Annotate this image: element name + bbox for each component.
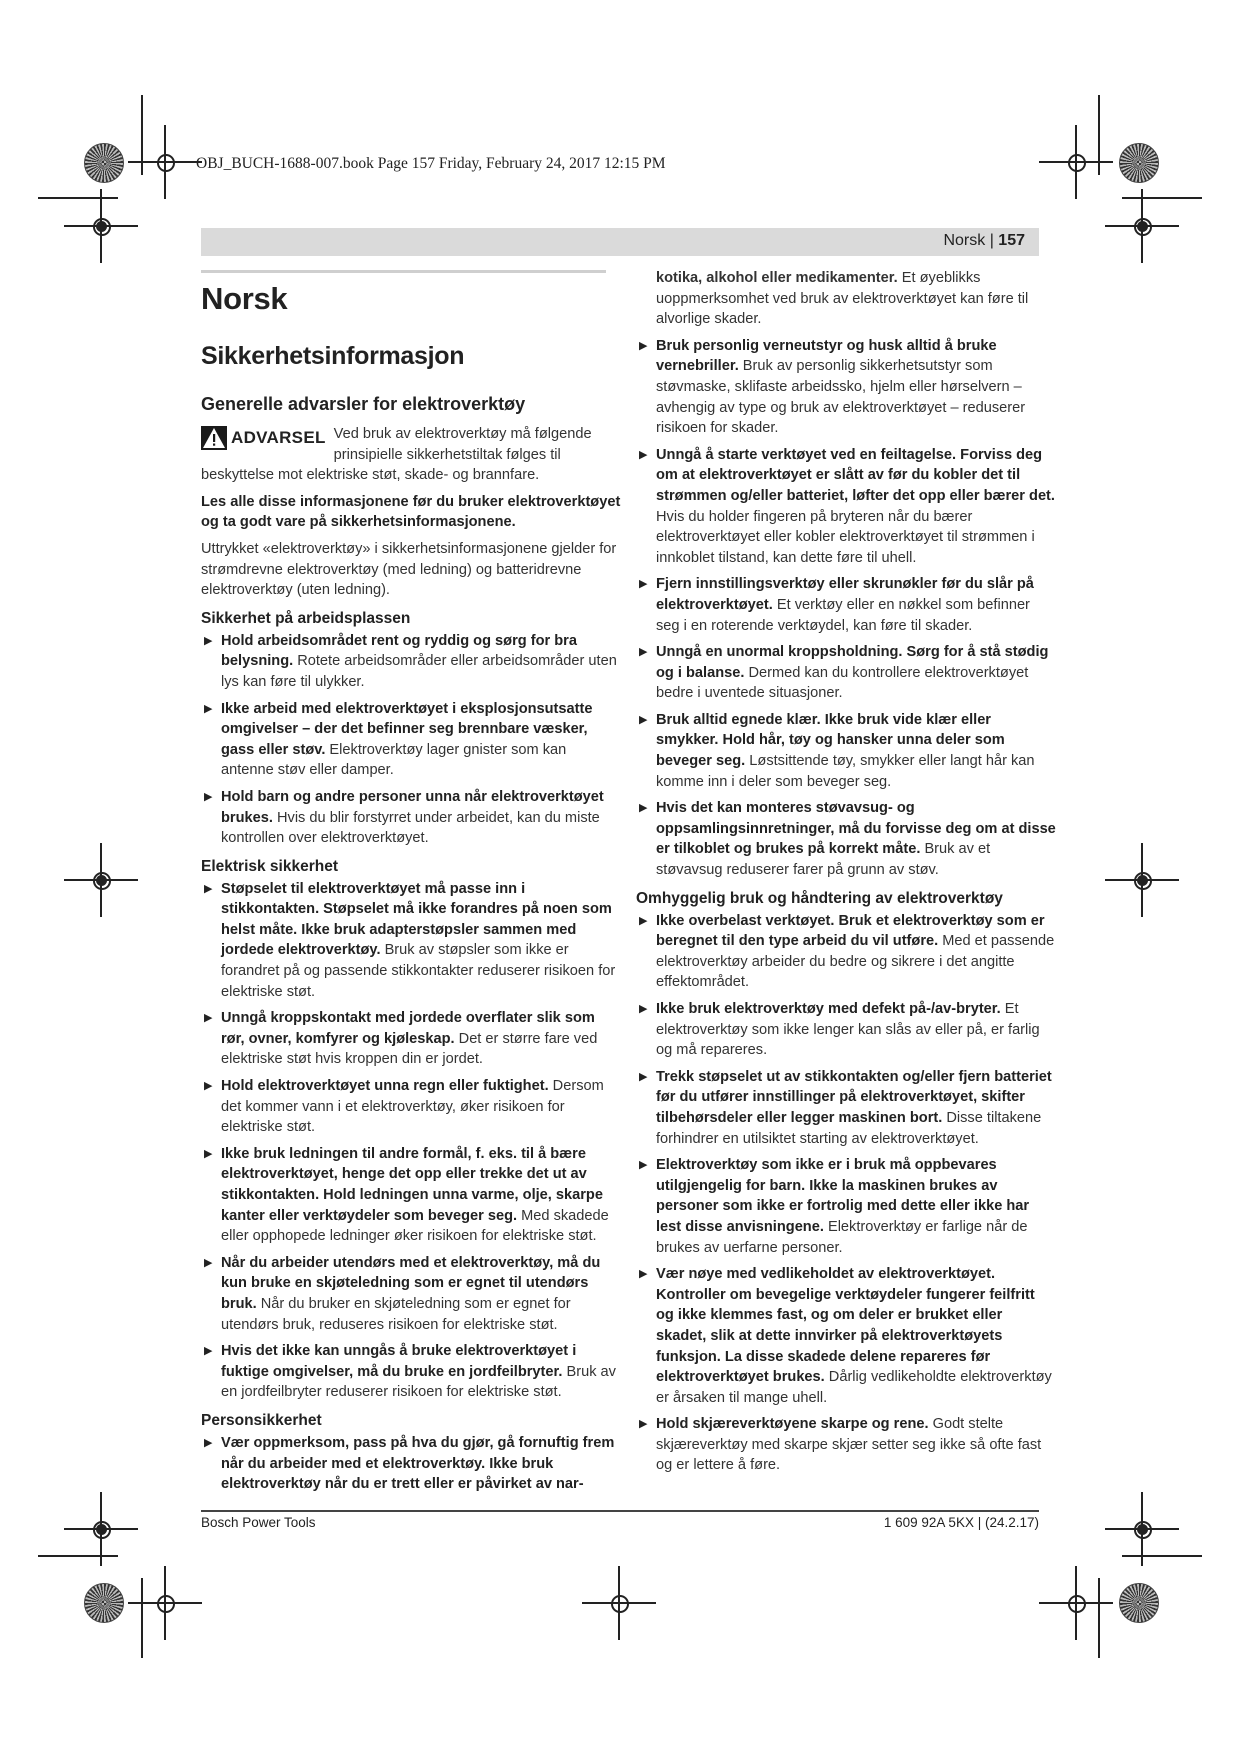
color-registration-rosette-icon xyxy=(84,1583,124,1623)
list-item-bold: Når du arbeider utendørs med et elektroverktøy, må du kun bruke en skjøteledning som er egnet til utendørs bruk. xyxy=(221,1254,601,1312)
warning-block xyxy=(201,424,621,486)
bullet-arrow-icon: ▶ xyxy=(639,802,648,815)
list-item-bold: Bruk alltid egnede klær. Ikke bruk vide klær eller smykker. Hold hår, tøy og hansker unna deler som beveger seg. xyxy=(656,711,1005,770)
list-item-bold: Hvis det kan monteres støvavsug- og oppsamlingsinnretninger, må du forvisse deg om at disse er tilkoblet og brukes på korrekt måte. xyxy=(656,800,1056,858)
bullet-arrow-icon: ▶ xyxy=(639,448,648,461)
bullet-arrow-icon: ▶ xyxy=(639,914,648,927)
left-column xyxy=(201,270,621,1501)
list-item-text: Bruk av personlig sikkerhetsutstyr som støvmaske, sklifaste arbeidssko, hjelm eller hørselvern – avhengig av type og bruk av elektroverktøyet – reduserer risikoen for skader. xyxy=(656,358,1026,437)
list-item-text: Med skadede eller opphopede ledninger øker risikoen for elektriske støt. xyxy=(221,1207,609,1245)
list-item-bold: Fjern innstillingsverktøy eller skrunøkler før du slår på elektroverktøyet. xyxy=(656,576,1034,613)
list-item-text: Elektroverktøy lager gnister som kan antenne støv eller damper. xyxy=(221,741,567,779)
definition-text: Uttrykket «elektroverktøy» i sikkerhetsinformasjonene gjelder for strømdrevne elektroverktøy (med ledning) og batteridrevne elektroverktøy (uten ledning). xyxy=(201,540,617,599)
section-title: Sikkerhetsinformasjon xyxy=(201,342,465,370)
list-item xyxy=(636,1155,1056,1258)
list-item-text: Det er større fare ved elektriske støt hvis kroppen din er jordet. xyxy=(221,1030,598,1068)
list-item-bold: Hold arbeidsområdet rent og ryddig og sørg for bra belysning. xyxy=(221,632,577,670)
list-item xyxy=(636,445,1056,569)
list-item xyxy=(201,1341,621,1403)
color-registration-rosette-icon xyxy=(1119,1583,1159,1623)
list-item-text: Bruk av et støvavsug reduserer farer på grunn av støv. xyxy=(656,841,991,879)
list-item-text: Når du bruker en skjøteledning som er egnet for utendørs bruk, reduseres risikoen for elektriske støt. xyxy=(221,1295,571,1333)
header-section: Norsk xyxy=(943,232,986,249)
list-item xyxy=(636,911,1056,993)
running-header-label xyxy=(943,232,1025,250)
trim-line xyxy=(38,197,118,199)
bullet-arrow-icon: ▶ xyxy=(204,882,213,895)
list-item-bold: Ikke bruk elektroverktøy med defekt på-/av-bryter. xyxy=(656,1001,1001,1017)
bullet-arrow-icon: ▶ xyxy=(204,702,213,715)
list-item-bold: Hvis det ikke kan unngås å bruke elektroverktøyet i fuktige omgivelser, må du bruke en jordfeilbryter. xyxy=(221,1343,577,1380)
personal-heading: Personsikkerhet xyxy=(201,1411,322,1429)
print-header: OBJ_BUCH-1688-007.book Page 157 Friday, February 24, 2017 12:15 PM xyxy=(196,155,666,172)
list-item xyxy=(636,1414,1056,1476)
list-item-text: Løstsittende tøy, smykker eller langt hår kan komme inn i deler som beveger seg. xyxy=(656,753,1035,790)
bullet-arrow-icon: ▶ xyxy=(639,578,648,591)
list-item-bold: Unngå kroppskontakt med jordede overflater slik som rør, ovner, komfyrer og kjøleskap. xyxy=(221,1010,595,1047)
personal-list xyxy=(636,336,1056,881)
list-item-bold: Hold elektroverktøyet unna regn eller fuktighet. xyxy=(221,1078,549,1095)
trim-line xyxy=(141,95,143,175)
list-item-text: Godt stelte skjæreverktøy med skarpe skjær setter seg ikke så ofte fast og er lettere å føre. xyxy=(656,1416,1042,1474)
list-item xyxy=(201,1008,621,1070)
warning-badge xyxy=(201,426,326,450)
list-item xyxy=(636,710,1056,792)
handling-heading: Omhyggelig bruk og håndtering av elektroverktøy xyxy=(636,889,1003,907)
handling-list xyxy=(636,911,1056,1476)
registration-mark-icon xyxy=(86,1514,116,1544)
list-item xyxy=(201,1433,621,1495)
workplace-heading: Sikkerhet på arbeidsplassen xyxy=(201,609,411,627)
bullet-arrow-icon: ▶ xyxy=(639,1268,648,1281)
list-item xyxy=(636,336,1056,439)
list-item-text: Bruk av støpsler som ikke er forandret på og passende stikkontakter reduserer risikoen for elektriske støt. xyxy=(221,942,616,1000)
header-separator: | xyxy=(985,232,999,249)
electrical-list xyxy=(201,879,621,1403)
list-item xyxy=(636,999,1056,1061)
list-item xyxy=(636,1067,1056,1149)
bullet-arrow-icon: ▶ xyxy=(204,634,213,647)
bullet-arrow-icon: ▶ xyxy=(639,339,648,352)
footer-brand: Bosch Power Tools xyxy=(201,1515,316,1530)
warning-triangle-icon xyxy=(201,426,227,450)
bullet-arrow-icon: ▶ xyxy=(204,1436,213,1449)
registration-mark-icon xyxy=(1127,211,1157,241)
list-item xyxy=(636,574,1056,636)
continued-text xyxy=(656,268,1056,330)
registration-mark-icon xyxy=(1061,1588,1091,1618)
list-item xyxy=(636,1264,1056,1408)
trim-line xyxy=(38,1555,118,1557)
color-registration-rosette-icon xyxy=(1119,143,1159,183)
list-item xyxy=(201,631,621,693)
list-item-text: Hvis du holder fingeren på bryteren når du bærer elektroverktøyet eller kobler elektroverktøyet til strømmen i innkoblet tilstand, kan dette føre til uhell. xyxy=(656,508,1035,566)
right-column xyxy=(636,268,1056,1482)
personal-list-start xyxy=(201,1433,621,1495)
read-all-notice: Les alle disse informasjonene før du bruker elektroverktøyet og ta godt vare på sikkerhetsinformasjonene. xyxy=(201,493,621,531)
bullet-arrow-icon: ▶ xyxy=(204,1345,213,1358)
registration-mark-icon xyxy=(604,1588,634,1618)
footer-doc-number: 1 609 92A 5KX | (24.2.17) xyxy=(883,1515,1039,1530)
continued-plain: Et øyeblikks uoppmerksomhet ved bruk av elektroverktøyet kan føre til alvorlige skader. xyxy=(656,270,1029,328)
list-item-text: Med et passende elektroverktøy arbeider du bedre og sikrere i det angitte effektområdet. xyxy=(656,933,1055,991)
bullet-arrow-icon: ▶ xyxy=(639,646,648,659)
electrical-heading: Elektrisk sikkerhet xyxy=(201,857,339,875)
list-item-bold: Trekk støpselet ut av stikkontakten og/eller fjern batteriet før du utfører innstillinger på elektroverktøyet, skifter tilbehørsdeler eller legger maskinen bort. xyxy=(656,1068,1052,1126)
registration-mark-icon xyxy=(150,1588,180,1618)
list-item xyxy=(201,699,621,781)
trim-line xyxy=(141,1578,143,1658)
list-item-text: Hvis du blir forstyrret under arbeidet, kan du miste kontrollen over elektroverktøyet. xyxy=(221,809,600,847)
section-top-rule xyxy=(201,270,606,273)
trim-line xyxy=(1098,1578,1100,1658)
continued-bold: kotika, alkohol eller medikamenter. xyxy=(656,270,898,286)
bullet-arrow-icon: ▶ xyxy=(639,713,648,726)
list-item xyxy=(201,1253,621,1335)
bullet-arrow-icon: ▶ xyxy=(204,1080,213,1093)
list-item-text: Dersom det kommer vann i et elektroverktøy, øker risikoen for elektriske støt. xyxy=(221,1078,604,1136)
trim-line xyxy=(1122,197,1202,199)
list-item-bold: Ikke bruk ledningen til andre formål, f. eks. til å bære elektroverktøyet, henge det opp eller trekke det ut av stikkontakten. Hold ledningen unna varme, olje, skarpe kanter eller verktøydeler som beveger seg. xyxy=(221,1145,603,1224)
workplace-list xyxy=(201,631,621,849)
list-item-text: Elektroverktøy er farlige når de brukes av uerfarne personer. xyxy=(656,1218,1028,1256)
bullet-arrow-icon: ▶ xyxy=(204,1256,213,1269)
bullet-arrow-icon: ▶ xyxy=(639,1003,648,1015)
trim-line xyxy=(1098,95,1100,175)
list-item-text: Dårlig vedlikeholdte elektroverktøy er årsaken til mange uhell. xyxy=(656,1369,1052,1406)
list-item-bold: Hold skjæreverktøyene skarpe og rene. xyxy=(656,1416,929,1433)
list-item-bold: Støpselet til elektroverktøyet må passe inn i stikkontakten. Støpselet må ikke forandres på noen som helst måte. Ikke bruk adapterstøpsler sammen med jordede elektroverktøy. xyxy=(221,880,612,959)
bullet-arrow-icon: ▶ xyxy=(204,790,213,803)
footer-rule xyxy=(201,1510,1039,1512)
list-item xyxy=(636,798,1056,880)
list-item-text: Bruk av en jordfeilbryter reduserer risikoen for elektriske støt. xyxy=(221,1363,616,1401)
color-registration-rosette-icon xyxy=(84,143,124,183)
list-item xyxy=(201,787,621,849)
list-item-text: Rotete arbeidsområder eller arbeidsområder uten lys kan føre til ulykker. xyxy=(221,653,617,690)
registration-mark-icon xyxy=(86,865,116,895)
list-item-bold: Ikke arbeid med elektroverktøyet i eksplosjonsutsatte omgivelser – der det befinner seg brennbare væsker, gass eller støv. xyxy=(221,700,593,758)
list-item-text: Disse tiltakene forhindrer en utilsiktet starting av elektroverktøyet. xyxy=(656,1109,1042,1147)
list-item-bold: Hold barn og andre personer unna når elektroverktøyet brukes. xyxy=(221,788,604,826)
list-item-bold: Unngå å starte verktøyet ved en feiltagelse. Forviss deg om at elektroverktøyet er slått av før du kobler det til strømmen og/eller batteriet, løfter det opp eller bærer det. xyxy=(656,446,1055,504)
running-header xyxy=(201,228,1039,256)
trim-line xyxy=(1122,1555,1202,1557)
list-item-text: Et elektroverktøy som ikke lenger kan slås av eller på, er farlig og må repareres. xyxy=(656,1001,1040,1059)
list-item xyxy=(201,1144,621,1247)
bullet-arrow-icon: ▶ xyxy=(639,1070,648,1083)
registration-mark-icon xyxy=(1061,147,1091,177)
page-number: 157 xyxy=(998,232,1025,249)
list-item-bold: Elektroverktøy som ikke er i bruk må oppbevares utilgjengelig for barn. Ikke la maskinen brukes av personer som ikke er fortrolig med dette eller ikke har lest disse anvisningene. xyxy=(656,1157,1030,1235)
bullet-arrow-icon: ▶ xyxy=(639,1159,648,1172)
bullet-arrow-icon: ▶ xyxy=(204,1147,213,1160)
registration-mark-icon xyxy=(86,211,116,241)
list-item xyxy=(636,642,1056,704)
warning-text: Ved bruk av elektroverktøy må følgende prinsipielle sikkerhetstiltak følges til beskyttelse mot elektriske støt, skade- og brannfare. xyxy=(201,426,592,484)
list-item-bold: Vær oppmerksom, pass på hva du gjør, gå fornuftig frem når du arbeider med et elektroverktøy. Ikke bruk elektroverktøy når du er trett eller er påvirket av nar- xyxy=(221,1434,615,1493)
list-item-text: Dermed kan du kontrollere elektroverktøyet bedre i uventede situasjoner. xyxy=(656,664,1029,702)
registration-mark-icon xyxy=(1127,1514,1157,1544)
sub-title: Generelle advarsler for elektroverktøy xyxy=(201,394,526,414)
list-item-bold: Unngå en unormal kroppsholdning. Sørg for å stå stødig og i balanse. xyxy=(656,644,1049,681)
list-item-bold: Ikke overbelast verktøyet. Bruk et elektroverktøy som er beregnet til den type arbeid du vil utføre. xyxy=(656,912,1045,950)
bullet-arrow-icon: ▶ xyxy=(204,1012,213,1025)
warning-triangle-icon xyxy=(201,426,227,450)
list-item-bold: Vær nøye med vedlikeholdet av elektroverktøyet. Kontroller om bevegelige verktøydeler fungerer feilfritt og ikke klemmes fast, og om deler er brukket eller skadet, slik at dette innvirker på elektroverktøyets funksjon. La disse skadede delene repareres før elektroverktøyet brukes. xyxy=(656,1266,1035,1386)
warning-word: ADVARSEL xyxy=(231,427,326,447)
list-item xyxy=(201,879,621,1003)
bullet-arrow-icon: ▶ xyxy=(639,1418,648,1431)
language-title: Norsk xyxy=(201,281,288,316)
list-item-text: Et verktøy eller en nøkkel som befinner seg i en roterende verktøydel, kan føre til skader. xyxy=(656,596,1030,634)
registration-mark-icon xyxy=(150,147,180,177)
list-item-bold: Bruk personlig verneutstyr og husk alltid å bruke vernebriller. xyxy=(656,337,997,375)
list-item xyxy=(201,1076,621,1138)
registration-mark-icon xyxy=(1127,865,1157,895)
